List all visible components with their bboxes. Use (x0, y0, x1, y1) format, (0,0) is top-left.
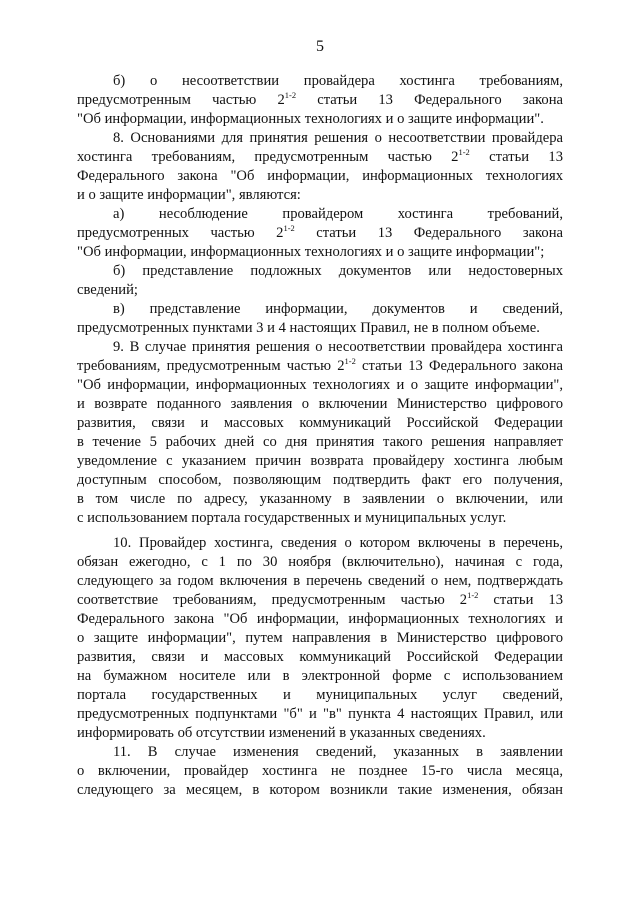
superscript: 1-2 (458, 147, 470, 157)
superscript: 1-2 (344, 356, 356, 366)
text-line: Федерального закона "Об информации, информационных технологиях (77, 168, 563, 184)
text-line: 10. Провайдер хостинга, сведения о котором включены в перечень, (113, 535, 563, 551)
text-line: "Об информации, информационных технологиях и о защите информации"; (77, 244, 545, 260)
text-line: о защите информации", путем направления в Министерство цифрового (77, 630, 563, 646)
text-line: на бумажном носителе или в электронной форме с использованием (77, 668, 563, 684)
text-line: и возврате поданного заявления о включении Министерство цифрового (77, 396, 563, 412)
text-line: доступным способом, позволяющим подтвердить факт его получения, (77, 472, 563, 488)
document-body (77, 72, 563, 800)
text-line: следующего за годом включения в перечень сведений о нем, подтверждать (77, 573, 563, 589)
text-line: 11. В случае изменения сведений, указанных в заявлении (113, 744, 563, 760)
superscript: 1-2 (284, 90, 297, 100)
text-line: предусмотренных частью 2$^{1-2}$ статьи 13 Федерального закона (77, 223, 563, 241)
text-line: и о защите информации", являются: (77, 187, 301, 203)
text-line: развития, связи и массовых коммуникаций Российской Федерации (77, 649, 563, 665)
superscript: 1-2 (467, 590, 479, 600)
page-number: 5 (316, 38, 324, 55)
text-line: Федерального закона "Об информации, информационных технологиях и (77, 611, 563, 627)
text-line: о включении, провайдер хостинга не позднее 15-го числа месяца, (77, 763, 563, 779)
text-line: 8. Основаниями для принятия решения о несоответствии провайдера (113, 130, 563, 146)
text-line: с использованием портала государственных и муниципальных услуг. (77, 510, 507, 526)
text-line: обязан ежегодно, с 1 по 30 ноября (включительно), начиная с года, (77, 554, 563, 570)
text-line: в том числе по адресу, указанному в заявлении о включении, или (77, 491, 563, 507)
text-line: соответствие требованиям, предусмотренным частью 2$^{1-2}$ статьи 13 (77, 590, 563, 608)
text-line: "Об информации, информационных технологиях и о защите информации". (77, 111, 544, 127)
text-line: информировать об отсутствии изменений в указанных сведениях. (77, 725, 486, 741)
text-line: портала государственных и муниципальных услуг сведений, (77, 687, 563, 703)
superscript: 1-2 (283, 223, 295, 233)
text-line: в) представление информации, документов и сведений, (113, 301, 563, 317)
text-line: следующего за месяцем, в котором возникли такие изменения, обязан (77, 782, 563, 798)
text-line: б) о несоответствии провайдера хостинга требованиям, (113, 73, 563, 89)
text-line: предусмотренных пунктами 3 и 4 настоящих Правил, не в полном объеме. (77, 320, 540, 336)
text-line: развития, связи и массовых коммуникаций Российской Федерации (77, 415, 563, 431)
text-line: хостинга требованиям, предусмотренным частью 2$^{1-2}$ статьи 13 (77, 147, 563, 165)
text-line: а) несоблюдение провайдером хостинга требований, (113, 206, 563, 222)
text-line: 9. В случае принятия решения о несоответствии провайдера хостинга (113, 339, 563, 355)
text-line: требованиям, предусмотренным частью 2$^{1-2}$ статьи 13 Федерального закона (77, 356, 563, 374)
text-line: уведомление с указанием причин возврата провайдеру хостинга любым (77, 453, 563, 469)
text-line: предусмотренным частью 2$^{1-2}$ статьи 13 Федерального закона (77, 90, 563, 108)
text-line: сведений; (77, 282, 138, 298)
text-line: "Об информации, информационных технологиях и о защите информации", (77, 377, 563, 393)
text-line: б) представление подложных документов или недостоверных (113, 263, 563, 279)
text-line: предусмотренных подпунктами "б" и "в" пункта 4 настоящих Правил, или (77, 706, 563, 722)
text-line: в течение 5 рабочих дней со дня принятия такого решения направляет (77, 434, 563, 450)
